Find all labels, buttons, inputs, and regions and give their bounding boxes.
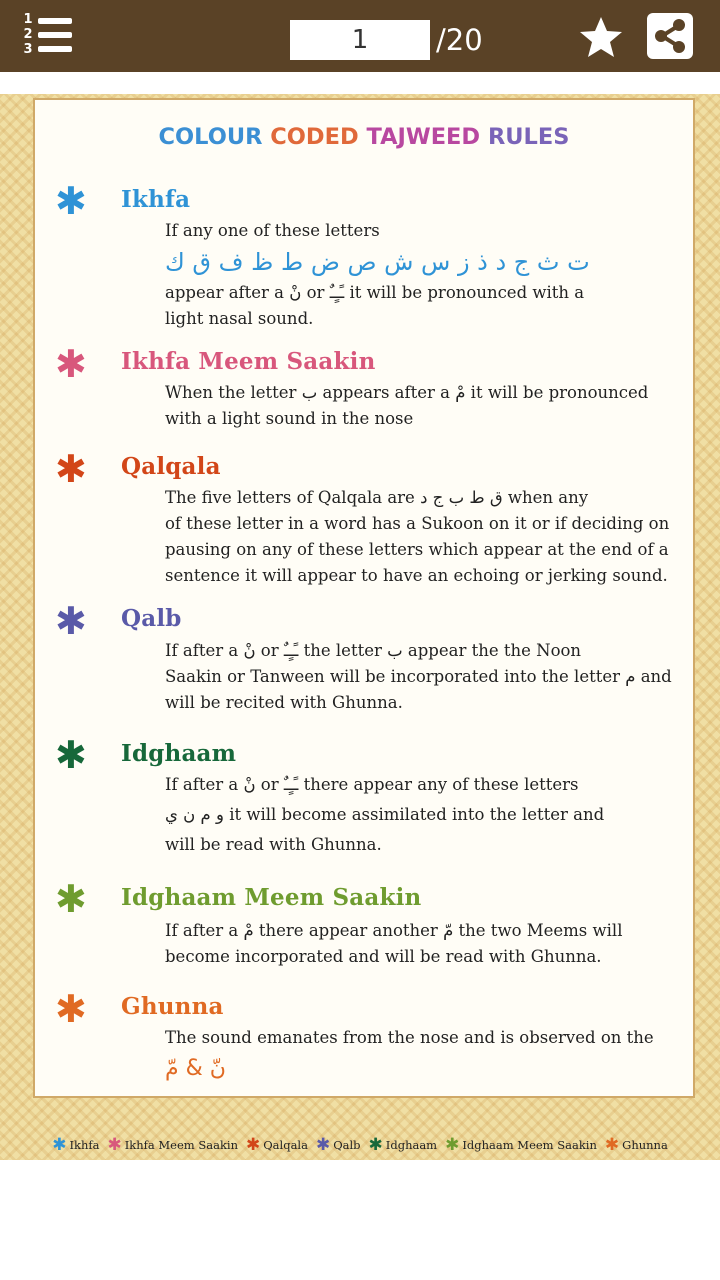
title-word: CODED [270, 124, 359, 150]
section-heading-ikhfa-meem-saakin: Ikhfa Meem Saakin [121, 348, 376, 375]
star-icon [578, 15, 624, 59]
section-line: of these letter in a word has a Sukoon on it or if deciding on [165, 514, 670, 533]
page-title [35, 124, 693, 150]
section-line: If after a مْ there appear another مّ the two Meems will [165, 921, 623, 940]
section-heading-ikhfa: Ikhfa [121, 186, 191, 213]
section-line: If any one of these letters [165, 221, 380, 240]
legend-label: Ikhfa [69, 1138, 100, 1152]
legend-flower-icon: ✱ [604, 1135, 620, 1155]
section-line: The sound emanates from the nose and is observed on the [165, 1028, 654, 1047]
section-line: If after a نْ or ـًـٍـٌ the letter ب appear the the Noon [165, 641, 582, 660]
section-body-idghaam [165, 772, 675, 858]
idghaam-meem-saakin-flower-icon: ✱ [55, 877, 87, 921]
legend-flower-icon: ✱ [315, 1135, 331, 1155]
page-content-panel [33, 98, 695, 1098]
ikhfa-letters: ت ث ج د ذ ز س ش ص ض ط ظ ف ق ك [165, 248, 590, 276]
legend-item [246, 1135, 308, 1155]
section-heading-idghaam-meem-saakin: Idghaam Meem Saakin [121, 884, 422, 911]
section-line: appear after a نْ or ـًـٍـٌ it will be pronounced with a [165, 283, 585, 302]
legend-label: Qalb [333, 1138, 361, 1152]
page-index-menu-button[interactable] [22, 14, 76, 60]
section-line: sentence it will appear to have an echoing or jerking sound. [165, 566, 668, 585]
legend-label: Idghaam Meem Saakin [462, 1138, 597, 1152]
tajweed-page-image [0, 94, 720, 1160]
legend-item [605, 1135, 668, 1155]
section-heading-qalqala: Qalqala [121, 453, 221, 480]
section-body-idghaam-meem-saakin [165, 918, 675, 970]
section-line: The five letters of Qalqala are ق ط ب ج د when any [165, 488, 589, 507]
rule-colour-legend [0, 1132, 720, 1158]
legend-flower-icon: ✱ [246, 1135, 261, 1155]
section-line: If after a نْ or ـًـٍـٌ there appear any of these letters [165, 775, 579, 794]
legend-item [369, 1135, 438, 1155]
section-body-ghunna [165, 1025, 675, 1087]
title-word: TAJWEED [366, 124, 481, 150]
menu-bar-line [38, 46, 72, 52]
section-line: Saakin or Tanween will be incorporated into the letter م and [165, 667, 672, 686]
qalqala-flower-icon: ✱ [55, 447, 87, 491]
section-heading-ghunna: Ghunna [121, 993, 224, 1020]
legend-item [316, 1135, 361, 1155]
legend-item [445, 1135, 597, 1155]
legend-item [107, 1135, 238, 1155]
section-body-qalb [165, 638, 675, 716]
section-line: will be read with Ghunna. [165, 835, 382, 854]
menu-bar-line [38, 18, 72, 24]
qalb-flower-icon: ✱ [55, 599, 87, 643]
section-line: will be recited with Ghunna. [165, 693, 403, 712]
section-line: pausing on any of these letters which appear at the end of a [165, 540, 669, 559]
menu-bar-line [38, 32, 72, 38]
section-line: light nasal sound. [165, 309, 314, 328]
bookmark-star-button[interactable] [578, 15, 624, 59]
top-toolbar [0, 0, 720, 72]
share-button[interactable] [647, 13, 693, 59]
legend-label: Idghaam [385, 1138, 438, 1152]
section-body-ikhfa-meem-saakin [165, 380, 675, 432]
ikhfa-meem-saakin-flower-icon: ✱ [55, 342, 87, 386]
share-icon [647, 13, 693, 59]
section-line: و م ن ي it will become assimilated into the letter and [165, 805, 605, 824]
legend-flower-icon: ✱ [52, 1135, 67, 1155]
section-line: become incorporated and will be read with Ghunna. [165, 947, 602, 966]
numbered-list-icon: 1 2 3 [23, 12, 33, 57]
section-body-ikhfa [165, 218, 675, 332]
section-heading-idghaam: Idghaam [121, 740, 237, 767]
section-line: When the letter ب appears after a مْ it will be pronounced [165, 383, 649, 402]
ghunna-flower-icon: ✱ [55, 987, 87, 1031]
legend-label: Ikhfa Meem Saakin [124, 1138, 238, 1152]
legend-label: Ghunna [622, 1138, 668, 1152]
idghaam-flower-icon: ✱ [55, 733, 87, 777]
title-word: RULES [487, 124, 570, 150]
section-body-qalqala [165, 485, 675, 589]
section-line: with a light sound in the nose [165, 409, 414, 428]
page-number-input[interactable] [290, 20, 430, 60]
ikhfa-flower-icon: ✱ [55, 179, 87, 223]
section-heading-qalb: Qalb [121, 605, 182, 632]
legend-flower-icon: ✱ [368, 1135, 383, 1155]
legend-label: Qalqala [263, 1138, 308, 1152]
title-word: COLOUR [158, 124, 263, 150]
page-total-label: /20 [436, 23, 483, 57]
legend-flower-icon: ✱ [445, 1135, 460, 1155]
ghunna-letters: نّ & مّ [165, 1056, 226, 1081]
legend-flower-icon: ✱ [107, 1135, 122, 1155]
legend-item [52, 1135, 99, 1155]
